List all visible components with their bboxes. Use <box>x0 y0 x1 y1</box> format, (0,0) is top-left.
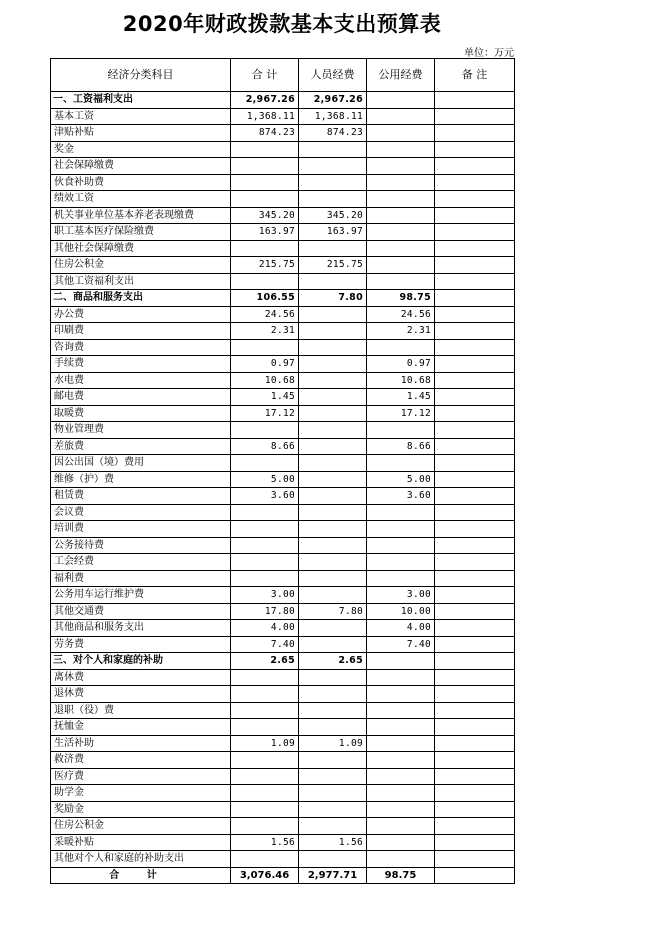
total-cell: 1.09 <box>231 735 299 752</box>
personnel-cell: 345.20 <box>299 207 367 224</box>
total-cell: 2,967.26 <box>231 92 299 109</box>
personnel-cell <box>299 306 367 323</box>
personnel-cell: 874.23 <box>299 125 367 142</box>
category-cell: 公务用车运行维护费 <box>51 587 231 604</box>
header-category: 经济分类科目 <box>51 59 231 92</box>
category-cell: 二、商品和服务支出 <box>51 290 231 307</box>
category-cell: 退休费 <box>51 686 231 703</box>
note-cell <box>435 521 515 538</box>
note-cell <box>435 785 515 802</box>
personnel-cell <box>299 471 367 488</box>
table-row <box>51 620 515 637</box>
table-row <box>51 669 515 686</box>
note-cell <box>435 488 515 505</box>
total-cell <box>231 141 299 158</box>
total-cell: 5.00 <box>231 471 299 488</box>
personnel-cell <box>299 174 367 191</box>
total-cell: 8.66 <box>231 438 299 455</box>
public-cell <box>367 851 435 868</box>
total-cell: 17.80 <box>231 603 299 620</box>
header-public: 公用经费 <box>367 59 435 92</box>
note-cell <box>435 735 515 752</box>
public-cell: 4.00 <box>367 620 435 637</box>
budget-table <box>50 58 515 884</box>
public-cell <box>367 240 435 257</box>
note-cell <box>435 471 515 488</box>
public-cell <box>367 257 435 274</box>
public-cell: 8.66 <box>367 438 435 455</box>
table-row <box>51 702 515 719</box>
total-personnel-cell: 2,977.71 <box>299 867 367 884</box>
table-row <box>51 768 515 785</box>
personnel-cell <box>299 554 367 571</box>
public-cell: 98.75 <box>367 290 435 307</box>
public-cell: 24.56 <box>367 306 435 323</box>
note-cell <box>435 818 515 835</box>
personnel-cell: 1,368.11 <box>299 108 367 125</box>
public-cell: 3.60 <box>367 488 435 505</box>
personnel-cell: 163.97 <box>299 224 367 241</box>
total-cell <box>231 455 299 472</box>
note-cell <box>435 191 515 208</box>
note-cell <box>435 356 515 373</box>
table-row <box>51 554 515 571</box>
note-cell <box>435 339 515 356</box>
personnel-cell: 1.56 <box>299 834 367 851</box>
table-row <box>51 108 515 125</box>
note-cell <box>435 570 515 587</box>
personnel-cell <box>299 191 367 208</box>
table-row <box>51 224 515 241</box>
category-cell: 生活补助 <box>51 735 231 752</box>
note-cell <box>435 653 515 670</box>
total-cell: 106.55 <box>231 290 299 307</box>
note-cell <box>435 405 515 422</box>
total-cell: 3,076.46 <box>231 867 299 884</box>
personnel-cell: 2.65 <box>299 653 367 670</box>
category-cell: 手续费 <box>51 356 231 373</box>
table-row <box>51 455 515 472</box>
category-cell: 福利费 <box>51 570 231 587</box>
table-row <box>51 405 515 422</box>
public-cell: 0.97 <box>367 356 435 373</box>
note-cell <box>435 108 515 125</box>
table-row <box>51 438 515 455</box>
total-cell <box>231 801 299 818</box>
note-cell <box>435 92 515 109</box>
unit-label: 单位：万元 <box>464 48 514 59</box>
total-cell: 1,368.11 <box>231 108 299 125</box>
total-row <box>51 867 515 884</box>
personnel-cell: 2,967.26 <box>299 92 367 109</box>
note-cell <box>435 372 515 389</box>
public-cell <box>367 207 435 224</box>
category-cell: 住房公积金 <box>51 257 231 274</box>
category-cell: 其他商品和服务支出 <box>51 620 231 637</box>
personnel-cell <box>299 273 367 290</box>
category-cell: 救济费 <box>51 752 231 769</box>
note-cell <box>435 504 515 521</box>
category-cell: 基本工资 <box>51 108 231 125</box>
personnel-cell <box>299 785 367 802</box>
table-row <box>51 174 515 191</box>
note-cell <box>435 636 515 653</box>
table-row <box>51 306 515 323</box>
note-cell <box>435 323 515 340</box>
category-cell: 一、工资福利支出 <box>51 92 231 109</box>
public-cell <box>367 785 435 802</box>
category-cell: 住房公积金 <box>51 818 231 835</box>
note-cell <box>435 125 515 142</box>
personnel-cell <box>299 620 367 637</box>
category-cell: 离休费 <box>51 669 231 686</box>
note-cell <box>435 455 515 472</box>
public-cell <box>367 768 435 785</box>
table-row <box>51 785 515 802</box>
total-cell: 1.56 <box>231 834 299 851</box>
category-cell: 工会经费 <box>51 554 231 571</box>
table-row <box>51 273 515 290</box>
personnel-cell <box>299 818 367 835</box>
public-cell: 3.00 <box>367 587 435 604</box>
table-row <box>51 521 515 538</box>
total-cell <box>231 504 299 521</box>
note-cell <box>435 438 515 455</box>
header-total: 合 计 <box>231 59 299 92</box>
table-row <box>51 125 515 142</box>
table-row <box>51 141 515 158</box>
public-cell <box>367 801 435 818</box>
public-cell: 5.00 <box>367 471 435 488</box>
category-cell: 取暖费 <box>51 405 231 422</box>
category-cell: 机关事业单位基本养老表现缴费 <box>51 207 231 224</box>
personnel-cell <box>299 686 367 703</box>
note-cell <box>435 669 515 686</box>
note-cell <box>435 306 515 323</box>
note-cell <box>435 389 515 406</box>
total-cell <box>231 521 299 538</box>
table-row <box>51 240 515 257</box>
total-cell: 3.60 <box>231 488 299 505</box>
personnel-cell: 215.75 <box>299 257 367 274</box>
personnel-cell <box>299 422 367 439</box>
table-row <box>51 488 515 505</box>
note-cell <box>435 686 515 703</box>
category-cell: 其他交通费 <box>51 603 231 620</box>
public-cell: 10.68 <box>367 372 435 389</box>
public-cell <box>367 521 435 538</box>
public-cell <box>367 224 435 241</box>
total-note-cell <box>435 867 515 884</box>
personnel-cell <box>299 141 367 158</box>
public-cell <box>367 191 435 208</box>
public-cell <box>367 174 435 191</box>
note-cell <box>435 141 515 158</box>
total-cell: 215.75 <box>231 257 299 274</box>
category-cell: 物业管理费 <box>51 422 231 439</box>
note-cell <box>435 801 515 818</box>
category-cell: 采暖补贴 <box>51 834 231 851</box>
category-cell: 公务接待费 <box>51 537 231 554</box>
note-cell <box>435 207 515 224</box>
note-cell <box>435 174 515 191</box>
total-cell <box>231 240 299 257</box>
category-cell: 社会保障缴费 <box>51 158 231 175</box>
public-cell <box>367 719 435 736</box>
category-cell: 印刷费 <box>51 323 231 340</box>
category-cell: 劳务费 <box>51 636 231 653</box>
total-label: 合 计 <box>51 867 231 884</box>
table-row <box>51 570 515 587</box>
category-cell: 绩效工资 <box>51 191 231 208</box>
personnel-cell: 1.09 <box>299 735 367 752</box>
category-cell: 津贴补贴 <box>51 125 231 142</box>
note-cell <box>435 422 515 439</box>
category-cell: 因公出国（境）费用 <box>51 455 231 472</box>
note-cell <box>435 620 515 637</box>
category-cell: 咨询费 <box>51 339 231 356</box>
total-cell: 7.40 <box>231 636 299 653</box>
table-row <box>51 422 515 439</box>
total-cell <box>231 669 299 686</box>
page-title: 2020年财政拨款基本支出预算表 <box>122 12 442 36</box>
note-cell <box>435 273 515 290</box>
category-row <box>51 92 515 109</box>
total-cell <box>231 570 299 587</box>
public-cell <box>367 669 435 686</box>
personnel-cell <box>299 702 367 719</box>
personnel-cell: 7.80 <box>299 290 367 307</box>
total-cell <box>231 768 299 785</box>
table-body <box>51 92 515 868</box>
note-cell <box>435 257 515 274</box>
table-row <box>51 339 515 356</box>
category-cell: 维修（护）费 <box>51 471 231 488</box>
personnel-cell <box>299 488 367 505</box>
total-cell: 4.00 <box>231 620 299 637</box>
note-cell <box>435 702 515 719</box>
public-cell <box>367 125 435 142</box>
table-row <box>51 471 515 488</box>
public-cell: 1.45 <box>367 389 435 406</box>
public-cell <box>367 504 435 521</box>
table-row <box>51 323 515 340</box>
personnel-cell <box>299 801 367 818</box>
category-row <box>51 653 515 670</box>
table-row <box>51 372 515 389</box>
note-cell <box>435 290 515 307</box>
category-cell: 其他工资福利支出 <box>51 273 231 290</box>
note-cell <box>435 224 515 241</box>
total-cell: 2.31 <box>231 323 299 340</box>
category-cell: 奖励金 <box>51 801 231 818</box>
category-cell: 伙食补助费 <box>51 174 231 191</box>
public-cell: 2.31 <box>367 323 435 340</box>
personnel-cell <box>299 719 367 736</box>
category-cell: 水电费 <box>51 372 231 389</box>
personnel-cell <box>299 587 367 604</box>
personnel-cell <box>299 504 367 521</box>
table-row <box>51 158 515 175</box>
table-row <box>51 752 515 769</box>
total-cell: 2.65 <box>231 653 299 670</box>
total-cell <box>231 719 299 736</box>
public-cell <box>367 92 435 109</box>
public-cell <box>367 735 435 752</box>
public-cell: 17.12 <box>367 405 435 422</box>
category-cell: 会议费 <box>51 504 231 521</box>
personnel-cell <box>299 752 367 769</box>
public-cell <box>367 455 435 472</box>
total-cell <box>231 174 299 191</box>
total-cell: 10.68 <box>231 372 299 389</box>
public-cell <box>367 422 435 439</box>
public-cell <box>367 108 435 125</box>
category-row <box>51 290 515 307</box>
personnel-cell <box>299 537 367 554</box>
table-row <box>51 389 515 406</box>
public-cell <box>367 818 435 835</box>
category-cell: 邮电费 <box>51 389 231 406</box>
category-cell: 其他社会保障缴费 <box>51 240 231 257</box>
personnel-cell <box>299 455 367 472</box>
total-cell: 1.45 <box>231 389 299 406</box>
public-cell <box>367 273 435 290</box>
total-cell: 345.20 <box>231 207 299 224</box>
table-row <box>51 818 515 835</box>
personnel-cell <box>299 323 367 340</box>
category-cell: 办公费 <box>51 306 231 323</box>
total-cell <box>231 537 299 554</box>
note-cell <box>435 768 515 785</box>
table-row <box>51 537 515 554</box>
public-cell <box>367 686 435 703</box>
note-cell <box>435 240 515 257</box>
table-row <box>51 257 515 274</box>
total-cell <box>231 851 299 868</box>
category-cell: 三、对个人和家庭的补助 <box>51 653 231 670</box>
note-cell <box>435 719 515 736</box>
public-cell: 7.40 <box>367 636 435 653</box>
note-cell <box>435 752 515 769</box>
note-cell <box>435 834 515 851</box>
total-cell: 0.97 <box>231 356 299 373</box>
table-row <box>51 207 515 224</box>
table-row <box>51 686 515 703</box>
category-cell: 退职（役）费 <box>51 702 231 719</box>
total-cell: 3.00 <box>231 587 299 604</box>
total-cell: 17.12 <box>231 405 299 422</box>
total-cell <box>231 554 299 571</box>
total-cell: 24.56 <box>231 306 299 323</box>
personnel-cell <box>299 158 367 175</box>
table-row <box>51 801 515 818</box>
public-cell <box>367 339 435 356</box>
category-cell: 差旅费 <box>51 438 231 455</box>
public-cell <box>367 702 435 719</box>
note-cell <box>435 554 515 571</box>
public-cell <box>367 834 435 851</box>
personnel-cell <box>299 405 367 422</box>
public-cell <box>367 537 435 554</box>
total-cell <box>231 158 299 175</box>
total-cell <box>231 818 299 835</box>
table-row <box>51 587 515 604</box>
total-cell <box>231 752 299 769</box>
total-cell: 874.23 <box>231 125 299 142</box>
public-cell <box>367 752 435 769</box>
personnel-cell <box>299 240 367 257</box>
personnel-cell <box>299 669 367 686</box>
table-row <box>51 719 515 736</box>
personnel-cell <box>299 438 367 455</box>
category-cell: 其他对个人和家庭的补助支出 <box>51 851 231 868</box>
personnel-cell <box>299 636 367 653</box>
personnel-cell <box>299 389 367 406</box>
category-cell: 培训费 <box>51 521 231 538</box>
total-cell: 163.97 <box>231 224 299 241</box>
personnel-cell: 7.80 <box>299 603 367 620</box>
category-cell: 抚恤金 <box>51 719 231 736</box>
category-cell: 助学金 <box>51 785 231 802</box>
category-cell: 职工基本医疗保险缴费 <box>51 224 231 241</box>
public-cell <box>367 570 435 587</box>
personnel-cell <box>299 851 367 868</box>
header-note: 备 注 <box>435 59 515 92</box>
total-cell <box>231 273 299 290</box>
total-cell <box>231 785 299 802</box>
total-cell <box>231 422 299 439</box>
table-row <box>51 636 515 653</box>
table-row <box>51 851 515 868</box>
category-cell: 租赁费 <box>51 488 231 505</box>
header-personnel: 人员经费 <box>299 59 367 92</box>
note-cell <box>435 587 515 604</box>
note-cell <box>435 158 515 175</box>
personnel-cell <box>299 356 367 373</box>
personnel-cell <box>299 768 367 785</box>
public-cell <box>367 653 435 670</box>
public-cell <box>367 141 435 158</box>
note-cell <box>435 603 515 620</box>
personnel-cell <box>299 339 367 356</box>
public-cell <box>367 554 435 571</box>
category-cell: 奖金 <box>51 141 231 158</box>
public-cell <box>367 158 435 175</box>
table-row <box>51 356 515 373</box>
total-cell <box>231 686 299 703</box>
personnel-cell <box>299 372 367 389</box>
total-public-cell: 98.75 <box>367 867 435 884</box>
personnel-cell <box>299 521 367 538</box>
total-cell <box>231 339 299 356</box>
table-row <box>51 191 515 208</box>
total-cell <box>231 191 299 208</box>
public-cell: 10.00 <box>367 603 435 620</box>
note-cell <box>435 851 515 868</box>
table-row <box>51 504 515 521</box>
header-row <box>51 59 515 92</box>
personnel-cell <box>299 570 367 587</box>
table-row <box>51 603 515 620</box>
table-row <box>51 735 515 752</box>
table-row <box>51 834 515 851</box>
total-cell <box>231 702 299 719</box>
note-cell <box>435 537 515 554</box>
category-cell: 医疗费 <box>51 768 231 785</box>
